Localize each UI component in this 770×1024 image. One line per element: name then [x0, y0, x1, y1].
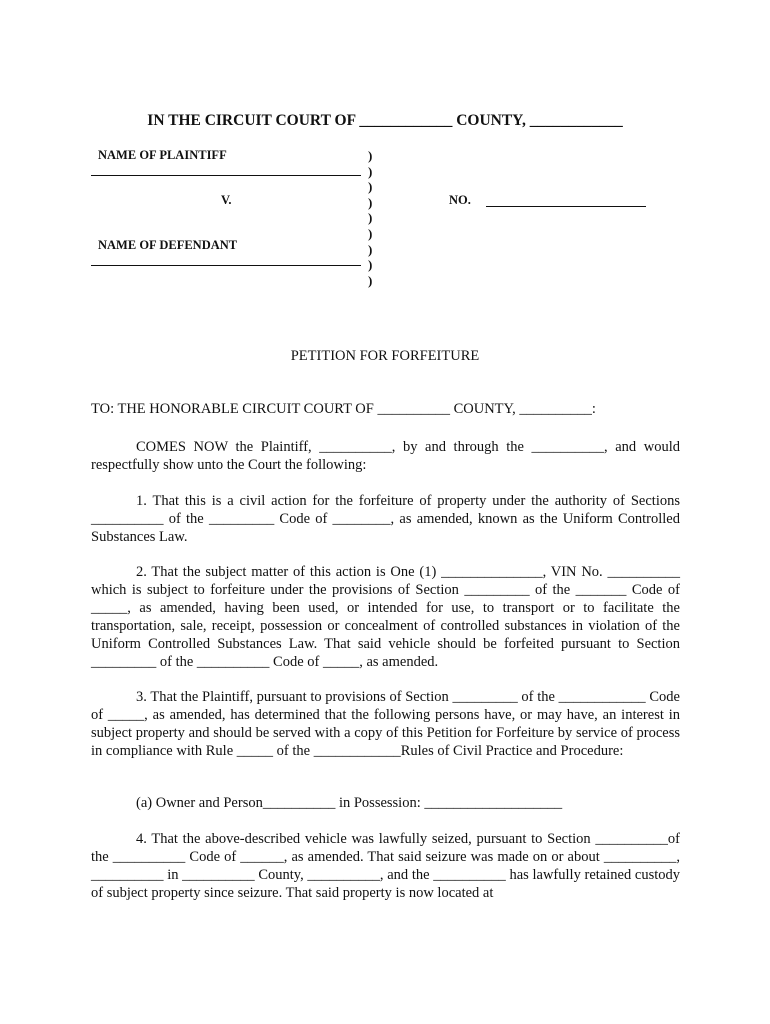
paren: )	[368, 225, 373, 241]
paragraph-2	[91, 563, 680, 671]
paragraph-3a: (a) Owner and Person__________ in Possession: ___________________	[136, 795, 563, 811]
paragraph-2-text: 2. That the subject matter of this action is One (1) ______________, VIN No. __________ which is subject to forfeiture under the provisions of Section _________ of the _______ Code of _____, as amended, having been used, or intended for use, to transport or to facilitate the transportation, sale, receipt, possession or concealment of controlled substances in violation of the Uniform Controlled Substances Law. That said vehicle should be forfeited pursuant to Section _________ of the __________ Code of _____, as amended.	[91, 564, 680, 670]
defendant-label: NAME OF DEFENDANT	[98, 238, 238, 252]
case-number-line	[486, 206, 646, 207]
paragraph-4	[91, 830, 680, 902]
paren: )	[368, 241, 373, 257]
plaintiff-name-line	[91, 175, 361, 176]
paren: )	[368, 257, 373, 273]
court-header: IN THE CIRCUIT COURT OF ____________ COUNTY, ____________	[147, 112, 623, 129]
paren: )	[368, 210, 373, 226]
paren: )	[368, 179, 373, 195]
case-number-label: NO.	[449, 193, 471, 207]
defendant-name-line	[91, 265, 361, 266]
paren: )	[368, 194, 373, 210]
paren: )	[368, 272, 373, 288]
paragraph-3-text: 3. That the Plaintiff, pursuant to provisions of Section _________ of the ____________ Code of _____, as amended, has determined that the following persons have, or may have, an interest in subject property and should be served with a copy of this Petition for Forfeiture by service of process in compliance with Rule _____ of the ____________Rules of Civil Practice and Procedure:	[91, 689, 680, 759]
paragraph-1-text: 1. That this is a civil action for the forfeiture of property under the authority of Sections __________ of the _________ Code of ________, as amended, known as the Uniform Controlled Substances Law.	[91, 493, 680, 545]
paren: )	[368, 148, 373, 163]
document-title: PETITION FOR FORFEITURE	[290, 348, 480, 364]
plaintiff-label: NAME OF PLAINTIFF	[98, 148, 227, 162]
address-line: TO: THE HONORABLE CIRCUIT COURT OF __________ COUNTY, __________:	[91, 401, 596, 417]
paragraph-3	[91, 688, 680, 760]
versus-label: V.	[221, 193, 232, 207]
paren: )	[368, 163, 373, 179]
paragraph-1	[91, 492, 680, 546]
paragraph-4-text: 4. That the above-described vehicle was lawfully seized, pursuant to Section __________of the __________ Code of ______, as amended. That said seizure was made on or about __________, __________ in __________ County, __________, and the __________ has lawfully retained custody of subject property since seizure. That said property is now located at	[91, 831, 680, 901]
intro-text: COMES NOW the Plaintiff, __________, by and through the __________, and would respectfully show unto the Court the following:	[91, 439, 680, 473]
caption-parentheses	[368, 148, 378, 288]
intro-paragraph	[91, 438, 680, 474]
